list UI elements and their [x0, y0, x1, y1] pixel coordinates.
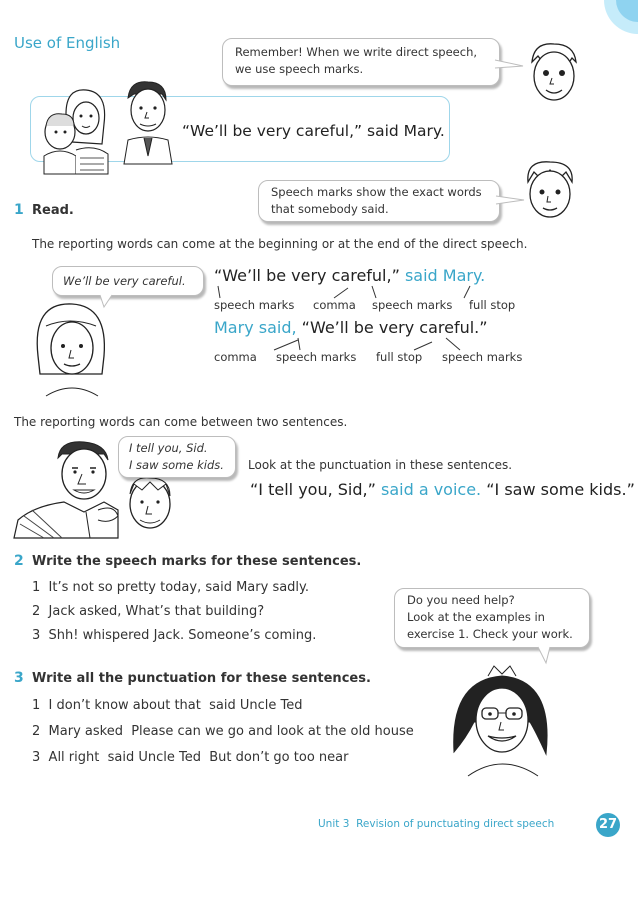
item-number: 3: [32, 750, 41, 765]
speech-marks-line-1: Speech marks show the exact words: [271, 185, 482, 199]
example-2-quote: “We’ll be very careful.”: [301, 318, 488, 337]
remember-line-2: we use speech marks.: [235, 62, 364, 76]
example-2-label-speech-marks-1: speech marks: [276, 350, 357, 364]
list-item: [32, 750, 414, 776]
page-title: Use of English: [14, 34, 121, 52]
section-2-title: Write the speech marks for these sentences.: [32, 554, 362, 569]
footer-unit: Unit 3: [318, 818, 350, 830]
example-2-reporting: Mary said,: [214, 318, 302, 337]
item-number: 3: [32, 628, 41, 643]
list-item: [32, 724, 414, 750]
girl-bubble: [52, 266, 204, 296]
example-2-label-full-stop: full stop: [376, 350, 423, 364]
section-3-items: [32, 698, 414, 776]
look-text: Look at the punctuation in these sentences.: [248, 458, 513, 472]
men-bubble-line-2: I saw some kids.: [129, 458, 224, 472]
example-3-part-1: “I tell you, Sid,”: [250, 480, 381, 499]
men-bubble-line-1: I tell you, Sid.: [129, 441, 208, 455]
item-text: Mary asked Please can we go and look at the old house: [48, 724, 414, 739]
example-3: [250, 480, 635, 499]
corner-decoration: [598, 0, 638, 40]
example-1-label-speech-marks-1: speech marks: [214, 298, 295, 312]
example-1-label-full-stop: full stop: [469, 298, 516, 312]
man-illustration: [118, 76, 176, 164]
item-text: All right said Uncle Ted But don’t go too near: [48, 750, 349, 765]
help-line-1: Do you need help?: [407, 593, 515, 607]
between-text: The reporting words can come between two sentences.: [14, 415, 348, 429]
list-item: [32, 628, 316, 652]
remember-line-1: Remember! When we write direct speech,: [235, 45, 478, 59]
item-text: Jack asked, What’s that building?: [48, 604, 265, 619]
teacher-illustration: [446, 662, 558, 776]
section-2-items: [32, 580, 316, 652]
help-line-2: Look at the examples in: [407, 610, 545, 624]
example-1-quote: “We’ll be very careful,”: [214, 266, 400, 285]
boy-face-illustration-2: [518, 158, 578, 224]
page-number: 27: [598, 817, 618, 832]
footer: [318, 818, 554, 830]
section-1-intro: The reporting words can come at the beginning or at the end of the direct speech.: [32, 237, 528, 251]
example-2-label-comma: comma: [214, 350, 257, 364]
example-3-reporting: said a voice.: [380, 480, 482, 499]
speech-marks-line-2: that somebody said.: [271, 202, 389, 216]
item-number: 1: [32, 698, 41, 713]
item-number: 1: [32, 580, 41, 595]
section-3-number: 3: [14, 670, 24, 686]
help-bubble: [394, 588, 590, 648]
footer-title: Revision of punctuating direct speech: [356, 818, 555, 830]
example-2-label-speech-marks-2: speech marks: [442, 350, 523, 364]
item-text: Shh! whispered Jack. Someone’s coming.: [48, 628, 317, 643]
item-number: 2: [32, 604, 41, 619]
girl-illustration: [26, 296, 114, 396]
item-text: I don’t know about that said Uncle Ted: [48, 698, 303, 713]
girl-bubble-text: We’ll be very careful.: [63, 274, 186, 288]
speech-marks-bubble: [258, 180, 500, 222]
list-item: [32, 580, 316, 604]
list-item: [32, 604, 316, 628]
example-quote: “We’ll be very careful,” said Mary.: [182, 122, 445, 140]
example-3-part-2: “I saw some kids.”: [481, 480, 635, 499]
help-line-3: exercise 1. Check your work.: [407, 627, 573, 641]
boy-face-illustration: [522, 40, 582, 106]
section-3-title: Write all the punctuation for these sentences.: [32, 671, 371, 686]
section-1-title: Read.: [32, 203, 74, 218]
section-1-number: 1: [14, 202, 24, 218]
example-1-reporting: said Mary.: [399, 266, 486, 285]
example-1-label-speech-marks-2: speech marks: [372, 298, 453, 312]
item-number: 2: [32, 724, 41, 739]
page-number-badge: [596, 813, 620, 837]
bubble-tail: [495, 60, 525, 72]
remember-bubble: [222, 38, 500, 86]
section-2-number: 2: [14, 553, 24, 569]
example-1-label-comma: comma: [313, 298, 356, 312]
men-bubble: [118, 436, 236, 478]
list-item: [32, 698, 414, 724]
children-illustration: [36, 84, 114, 174]
item-text: It’s not so pretty today, said Mary sadly.: [48, 580, 310, 595]
